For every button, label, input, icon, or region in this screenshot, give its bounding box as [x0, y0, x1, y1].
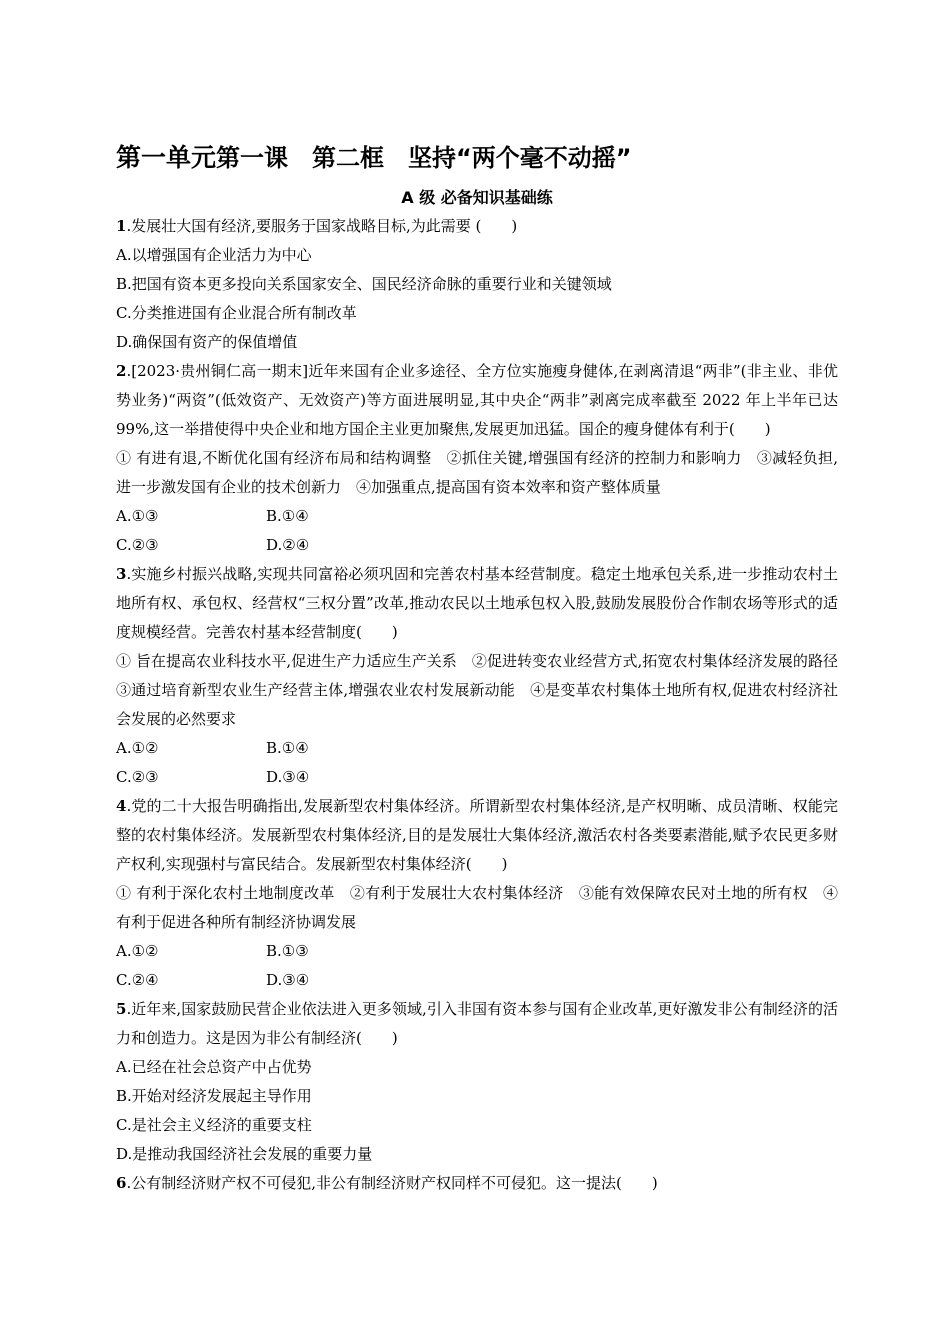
- question-choices: ① 有利于深化农村土地制度改革 ②有利于发展壮大农村集体经济 ③能有效保障农民对土地的所有权 ④有利于促进各种所有制经济协调发展: [116, 884, 838, 931]
- option-a: A.已经在社会总资产中占优势: [116, 1058, 312, 1076]
- option-d: D.③④: [266, 768, 310, 786]
- question-number: 5: [116, 1000, 127, 1018]
- page-title: [116, 138, 838, 178]
- option-a: A.①②: [116, 942, 159, 960]
- option-c: C.是社会主义经济的重要支柱: [116, 1116, 312, 1134]
- option-row: [116, 763, 838, 792]
- question-number: 2: [116, 362, 127, 380]
- option-d: D.②④: [266, 536, 310, 554]
- question-6: 6.公有制经济财产权不可侵犯,非公有制经济财产权同样不可侵犯。这一提法( ): [116, 1174, 658, 1192]
- option-a: A.以增强国有企业活力为中心: [116, 246, 312, 264]
- section-heading: A 级 必备知识基础练: [401, 188, 553, 207]
- unit-label: 第一单元: [116, 143, 217, 172]
- option-c: C.分类推进国有企业混合所有制改革: [116, 304, 357, 322]
- option-row: [116, 937, 838, 966]
- option-row: [116, 502, 838, 531]
- option-b: B.开始对经济发展起主导作用: [116, 1087, 312, 1105]
- option-d: D.确保国有资产的保值增值: [116, 333, 298, 351]
- option-b: B.把国有资本更多投向关系国家安全、国民经济命脉的重要行业和关键领域: [116, 275, 612, 293]
- option-c: C.②④: [116, 971, 159, 989]
- topic-label: 坚持“两个毫不动摇”: [408, 144, 632, 172]
- option-b: B.①④: [266, 507, 309, 525]
- question-choices: ① 有进有退,不断优化国有经济布局和结构调整 ②抓住关键,增强国有经济的控制力和影响力 ③减轻负担,进一步激发国有企业的技术创新力 ④加强重点,提高国有资本效率和资产整体质量: [116, 449, 838, 496]
- option-c: C.②③: [116, 768, 159, 786]
- question-stem: [2023·贵州铜仁高一期末]近年来国有企业多途径、全方位实施瘦身健体,在剥离清退“两非”(非主业、非优势业务)“两资”(低效资产、无效资产)等方面进展明显,其中央企“两非”剥离完成率截至 2022 年上半年已达 99%,这一举措使得中央企业和地方国企主业更加聚焦,发展更加迅猛。国企的瘦身健体有利于( ): [116, 362, 838, 438]
- option-d: D.③④: [266, 971, 310, 989]
- question-stem: 党的二十大报告明确指出,发展新型农村集体经济。所谓新型农村集体经济,是产权明晰、成员清晰、权能完整的农村集体经济。发展新型农村集体经济,目的是发展壮大集体经济,激活农村各类要素潜能,赋予农民更多财产权利,实现强村与富民结合。发展新型农村集体经济( ): [116, 797, 838, 873]
- option-b: B.①③: [266, 942, 309, 960]
- frame-label: 第二框: [312, 144, 385, 172]
- option-d: D.是推动我国经济社会发展的重要力量: [116, 1145, 373, 1163]
- question-number: 1: [116, 217, 127, 235]
- question-1: 1.发展壮大国有经济,要服务于国家战略目标,为此需要 ( ): [116, 217, 518, 235]
- question-4: 4.党的二十大报告明确指出,发展新型农村集体经济。所谓新型农村集体经济,是产权明晰、成员清晰、权能完整的农村集体经济。发展新型农村集体经济,目的是发展壮大集体经济,激活农村各类要素潜能,赋予农民更多财产权利,实现强村与富民结合。发展新型农村集体经济( ): [116, 797, 838, 873]
- option-a: A.①②: [116, 739, 159, 757]
- option-row: [116, 531, 838, 560]
- question-stem: 近年来,国家鼓励民营企业依法进入更多领域,引入非国有资本参与国有企业改革,更好激发非公有制经济的活力和创造力。这是因为非公有制经济( ): [116, 1000, 838, 1047]
- option-a: A.①③: [116, 507, 159, 525]
- option-row: [116, 734, 838, 763]
- option-row: [116, 966, 838, 995]
- question-number: 3: [116, 565, 127, 583]
- question-2: 2.[2023·贵州铜仁高一期末]近年来国有企业多途径、全方位实施瘦身健体,在剥离清退“两非”(非主业、非优势业务)“两资”(低效资产、无效资产)等方面进展明显,其中央企“两非”剥离完成率截至 2022 年上半年已达 99%,这一举措使得中央企业和地方国企主业更加聚焦,发展更加迅猛。国企的瘦身健体有利于( ): [116, 362, 838, 438]
- question-number: 6: [116, 1174, 127, 1192]
- question-stem: 实施乡村振兴战略,实现共同富裕必须巩固和完善农村基本经营制度。稳定土地承包关系,进一步推动农村土地所有权、承包权、经营权“三权分置”改革,推动农民以土地承包权入股,鼓励发展股份合作制农场等形式的适度规模经营。完善农村基本经营制度( ): [116, 565, 838, 641]
- question-5: 5.近年来,国家鼓励民营企业依法进入更多领域,引入非国有资本参与国有企业改革,更好激发非公有制经济的活力和创造力。这是因为非公有制经济( ): [116, 1000, 838, 1047]
- document-page: [116, 138, 854, 1198]
- question-stem: 公有制经济财产权不可侵犯,非公有制经济财产权同样不可侵犯。这一提法( ): [131, 1174, 658, 1192]
- lesson-label: 第一课: [216, 144, 289, 172]
- question-choices: ① 旨在提高农业科技水平,促进生产力适应生产关系 ②促进转变农业经营方式,拓宽农村集体经济发展的路径 ③通过培育新型农业生产经营主体,增强农业农村发展新动能 ④是变革农村集体土地所有权,促进农村经济社会发展的必然要求: [116, 652, 854, 728]
- question-number: 4: [116, 797, 127, 815]
- question-stem: 发展壮大国有经济,要服务于国家战略目标,为此需要 ( ): [131, 217, 518, 235]
- option-c: C.②③: [116, 536, 159, 554]
- option-b: B.①④: [266, 739, 309, 757]
- question-3: 3.实施乡村振兴战略,实现共同富裕必须巩固和完善农村基本经营制度。稳定土地承包关系,进一步推动农村土地所有权、承包权、经营权“三权分置”改革,推动农民以土地承包权入股,鼓励发展股份合作制农场等形式的适度规模经营。完善农村基本经营制度( ): [116, 565, 838, 641]
